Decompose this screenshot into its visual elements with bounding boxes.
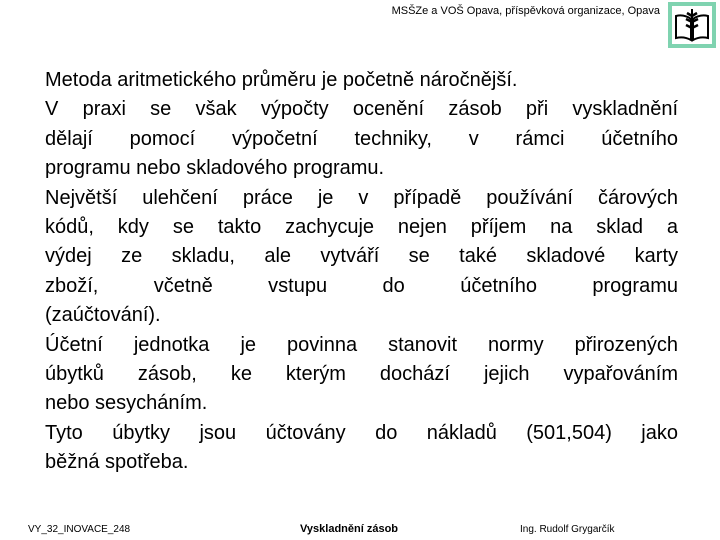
body-line: Metoda aritmetického průměru je početně náročnější. (45, 69, 518, 91)
footer-code: VY_32_INOVACE_248 (28, 524, 131, 535)
body-line: Největší ulehčení práce je v případě používání čárových (45, 186, 678, 209)
body-line: Tyto úbytky jsou účtovány do nákladů (501,504) jako (45, 421, 678, 444)
body-line: nebo sesycháním. (45, 392, 208, 415)
body-line: V praxi se však výpočty ocenění zásob při vyskladnění (45, 98, 678, 121)
body-text (45, 66, 678, 477)
footer-author: Ing. Rudolf Grygarčík (520, 524, 615, 535)
body-line: dělají pomocí výpočetní techniky, v rámci účetního (45, 127, 678, 150)
wheat-book-logo-icon (672, 6, 712, 44)
school-logo (668, 2, 716, 48)
body-line: výdej ze skladu, ale vytváří se také skladové karty (45, 245, 678, 268)
body-line: běžná spotřeba. (45, 451, 189, 474)
body-line: programu nebo skladového programu. (45, 157, 385, 180)
body-line: Účetní jednotka je povinna stanovit normy přirozených (45, 333, 678, 356)
body-line: (zaúčtování). (45, 304, 161, 327)
footer-title: Vyskladnění zásob (300, 523, 399, 535)
body-line: úbytků zásob, ke kterým dochází jejich vypařováním (45, 362, 678, 385)
body-line: kódů, kdy se takto zachycuje nejen příjem na sklad a (45, 215, 678, 238)
header-organization: MSŠZe a VOŠ Opava, příspěvková organizace, Opava (391, 5, 660, 17)
body-line: zboží, včetně vstupu do účetního programu (45, 274, 678, 297)
